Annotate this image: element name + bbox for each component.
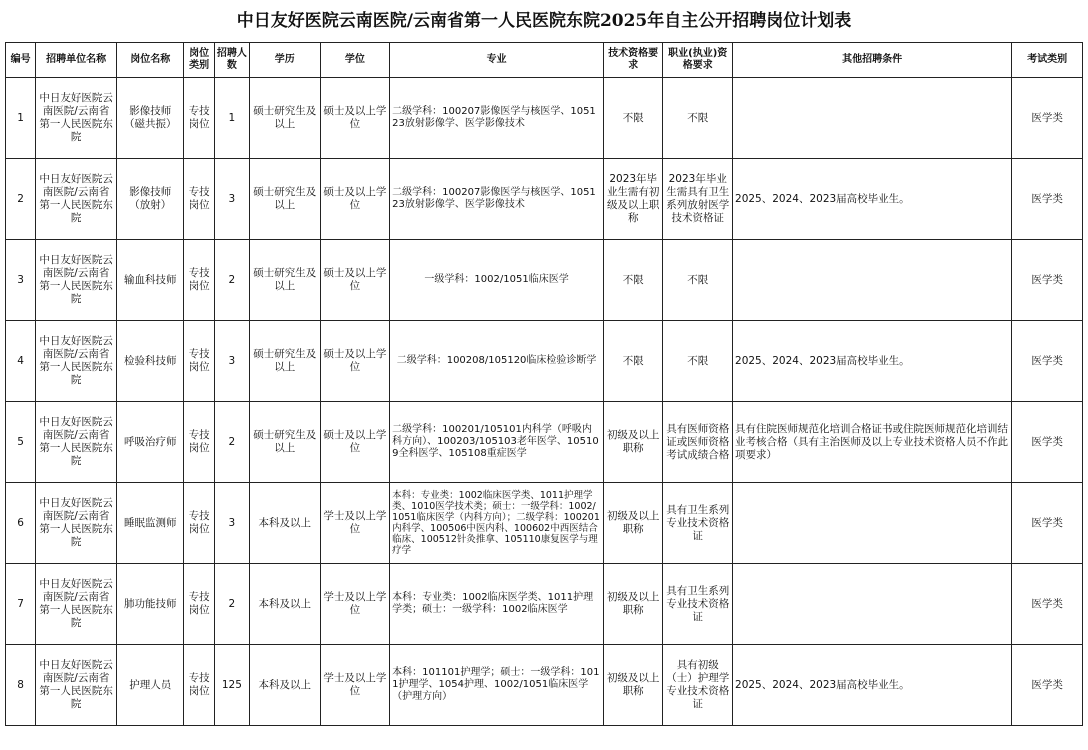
cell-license: 不限 (663, 240, 733, 321)
cell-post: 睡眠监测师 (116, 483, 184, 564)
cell-unit: 中日友好医院云南医院/云南省第一人民医院东院 (36, 645, 117, 726)
cell-no: 3 (6, 240, 36, 321)
cell-tech: 2023年毕业生需有初级及以上职称 (603, 159, 662, 240)
header-count: 招聘人数 (214, 43, 249, 78)
cell-other (733, 564, 1012, 645)
cell-post: 护理人员 (116, 645, 184, 726)
cell-no: 8 (6, 645, 36, 726)
header-post: 岗位名称 (116, 43, 184, 78)
cell-post: 检验科技师 (116, 321, 184, 402)
cell-other (733, 240, 1012, 321)
header-tech: 技术资格要求 (603, 43, 662, 78)
cell-license: 具有卫生系列专业技术资格证 (663, 564, 733, 645)
cell-license: 2023年毕业生需具有卫生系列放射医学技术资格证 (663, 159, 733, 240)
header-major: 专业 (390, 43, 604, 78)
cell-unit: 中日友好医院云南医院/云南省第一人民医院东院 (36, 240, 117, 321)
cell-degree: 学士及以上学位 (320, 645, 390, 726)
cell-exam: 医学类 (1012, 402, 1083, 483)
table-row (6, 321, 1083, 402)
cell-unit: 中日友好医院云南医院/云南省第一人民医院东院 (36, 402, 117, 483)
cell-exam: 医学类 (1012, 321, 1083, 402)
cell-count: 125 (214, 645, 249, 726)
cell-education: 本科及以上 (250, 483, 321, 564)
cell-exam: 医学类 (1012, 159, 1083, 240)
table-row (6, 240, 1083, 321)
cell-other (733, 78, 1012, 159)
cell-unit: 中日友好医院云南医院/云南省第一人民医院东院 (36, 483, 117, 564)
cell-degree: 硕士及以上学位 (320, 402, 390, 483)
cell-unit: 中日友好医院云南医院/云南省第一人民医院东院 (36, 159, 117, 240)
cell-major: 二级学科：100201/105101内科学（呼吸内科方向）、100203/105103老年医学、105109全科医学、105108重症医学 (390, 402, 604, 483)
cell-other: 2025、2024、2023届高校毕业生。 (733, 321, 1012, 402)
cell-category: 专技岗位 (184, 240, 214, 321)
cell-degree: 硕士及以上学位 (320, 321, 390, 402)
cell-no: 2 (6, 159, 36, 240)
cell-major: 本科：101101护理学；硕士：一级学科：1011护理学、1054护理、1002/1051临床医学（护理方向） (390, 645, 604, 726)
cell-exam: 医学类 (1012, 78, 1083, 159)
header-other: 其他招聘条件 (733, 43, 1012, 78)
cell-unit: 中日友好医院云南医院/云南省第一人民医院东院 (36, 321, 117, 402)
cell-count: 3 (214, 483, 249, 564)
cell-tech: 初级及以上职称 (603, 402, 662, 483)
cell-count: 1 (214, 78, 249, 159)
cell-category: 专技岗位 (184, 645, 214, 726)
table-row (6, 483, 1083, 564)
cell-category: 专技岗位 (184, 483, 214, 564)
header-degree: 学位 (320, 43, 390, 78)
cell-category: 专技岗位 (184, 402, 214, 483)
cell-exam: 医学类 (1012, 564, 1083, 645)
cell-degree: 学士及以上学位 (320, 564, 390, 645)
cell-major: 二级学科：100207影像医学与核医学、105123放射影像学、医学影像技术 (390, 78, 604, 159)
cell-count: 2 (214, 564, 249, 645)
cell-no: 6 (6, 483, 36, 564)
table-row (6, 78, 1083, 159)
cell-unit: 中日友好医院云南医院/云南省第一人民医院东院 (36, 564, 117, 645)
cell-degree: 硕士及以上学位 (320, 78, 390, 159)
cell-count: 3 (214, 159, 249, 240)
cell-exam: 医学类 (1012, 645, 1083, 726)
header-education: 学历 (250, 43, 321, 78)
cell-license: 具有初级（士）护理学专业技术资格证 (663, 645, 733, 726)
cell-education: 硕士研究生及以上 (250, 240, 321, 321)
table-row (6, 402, 1083, 483)
cell-major: 一级学科：1002/1051临床医学 (390, 240, 604, 321)
cell-major: 二级学科：100208/105120临床检验诊断学 (390, 321, 604, 402)
header-category: 岗位类别 (184, 43, 214, 78)
table-row (6, 159, 1083, 240)
table-row (6, 645, 1083, 726)
cell-post: 肺功能技师 (116, 564, 184, 645)
cell-tech: 不限 (603, 321, 662, 402)
cell-count: 3 (214, 321, 249, 402)
cell-no: 7 (6, 564, 36, 645)
cell-tech: 不限 (603, 78, 662, 159)
cell-exam: 医学类 (1012, 483, 1083, 564)
recruitment-plan-table (5, 42, 1083, 726)
cell-license: 不限 (663, 321, 733, 402)
cell-tech: 不限 (603, 240, 662, 321)
cell-no: 4 (6, 321, 36, 402)
table-header-row (6, 43, 1083, 78)
cell-count: 2 (214, 402, 249, 483)
cell-other: 具有住院医师规范化培训合格证书或住院医师规范化培训结业考核合格（具有主治医师及以上专业技术资格人员不作此项要求） (733, 402, 1012, 483)
header-no: 编号 (6, 43, 36, 78)
cell-major: 本科：专业类：1002临床医学类、1011护理学类；硕士：一级学科：1002临床医学 (390, 564, 604, 645)
cell-post: 影像技师（磁共振） (116, 78, 184, 159)
table-row (6, 564, 1083, 645)
cell-post: 影像技师（放射） (116, 159, 184, 240)
cell-category: 专技岗位 (184, 78, 214, 159)
header-exam: 考试类别 (1012, 43, 1083, 78)
cell-tech: 初级及以上职称 (603, 483, 662, 564)
cell-count: 2 (214, 240, 249, 321)
cell-no: 5 (6, 402, 36, 483)
cell-category: 专技岗位 (184, 159, 214, 240)
cell-education: 硕士研究生及以上 (250, 402, 321, 483)
cell-major: 二级学科：100207影像医学与核医学、105123放射影像学、医学影像技术 (390, 159, 604, 240)
header-license: 职业(执业)资格要求 (663, 43, 733, 78)
cell-degree: 硕士及以上学位 (320, 159, 390, 240)
cell-category: 专技岗位 (184, 564, 214, 645)
page-title: 中日友好医院云南医院/云南省第一人民医院东院2025年自主公开招聘岗位计划表 (236, 11, 852, 31)
cell-other: 2025、2024、2023届高校毕业生。 (733, 159, 1012, 240)
cell-education: 硕士研究生及以上 (250, 321, 321, 402)
cell-major: 本科：专业类：1002临床医学类、1011护理学类、1010医学技术类；硕士：一级学科：1002/1051临床医学（内科方向）；二级学科：100201内科学、100506中医内科、100602中西医结合临床、100512针灸推拿、105110康复医学与理疗学 (390, 483, 604, 564)
cell-education: 本科及以上 (250, 564, 321, 645)
cell-license: 不限 (663, 78, 733, 159)
cell-post: 输血科技师 (116, 240, 184, 321)
cell-education: 硕士研究生及以上 (250, 78, 321, 159)
cell-other: 2025、2024、2023届高校毕业生。 (733, 645, 1012, 726)
cell-post: 呼吸治疗师 (116, 402, 184, 483)
cell-license: 具有卫生系列专业技术资格证 (663, 483, 733, 564)
cell-no: 1 (6, 78, 36, 159)
cell-category: 专技岗位 (184, 321, 214, 402)
cell-unit: 中日友好医院云南医院/云南省第一人民医院东院 (36, 78, 117, 159)
cell-license: 具有医师资格证或医师资格考试成绩合格 (663, 402, 733, 483)
cell-exam: 医学类 (1012, 240, 1083, 321)
cell-degree: 硕士及以上学位 (320, 240, 390, 321)
cell-education: 硕士研究生及以上 (250, 159, 321, 240)
cell-tech: 初级及以上职称 (603, 564, 662, 645)
header-unit: 招聘单位名称 (36, 43, 117, 78)
cell-education: 本科及以上 (250, 645, 321, 726)
cell-other (733, 483, 1012, 564)
cell-tech: 初级及以上职称 (603, 645, 662, 726)
cell-degree: 学士及以上学位 (320, 483, 390, 564)
